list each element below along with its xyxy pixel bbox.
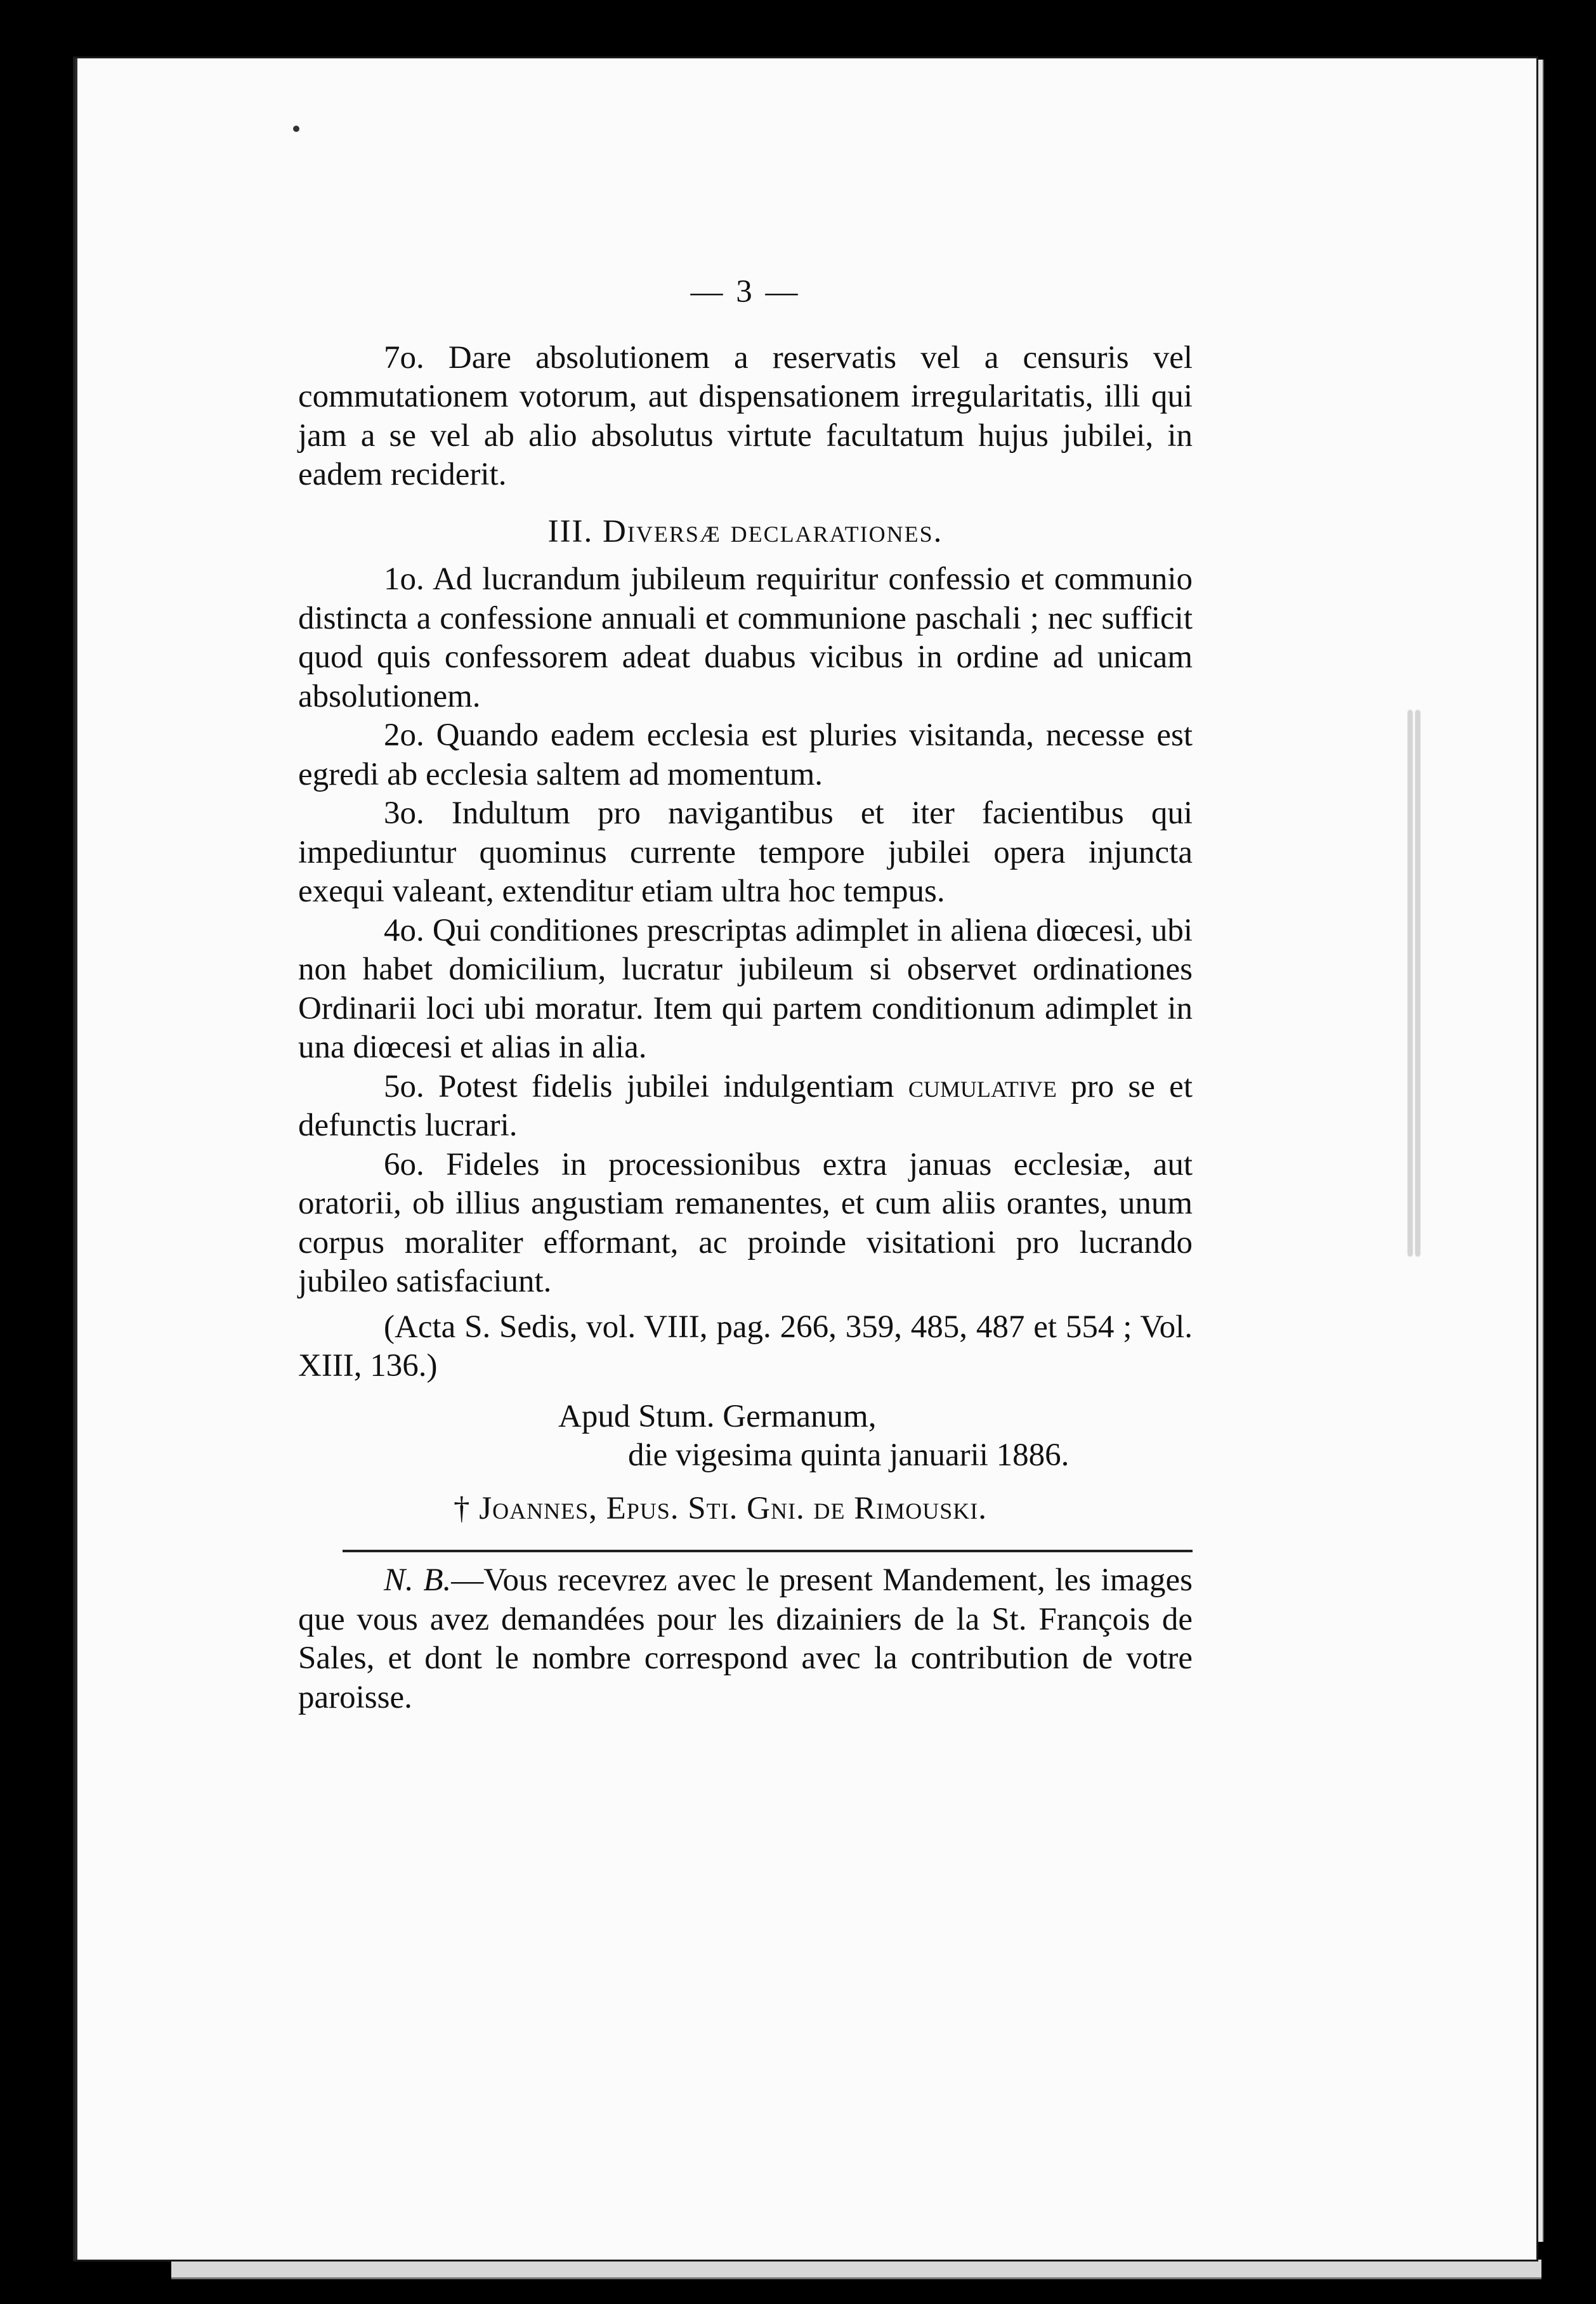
document-text	[298, 273, 1193, 1717]
declaration-1: 1o. Ad lucrandum jubileum requiritur confessio et communio distincta a confessione annuali et communione paschali ; nec sufficit quod quis confessorem adeat duabus vicibus in ordine ad unicam absolutionem.	[298, 561, 1193, 714]
place-line: Apud Stum. Germanum,	[558, 1398, 877, 1434]
binding-thread	[1407, 710, 1422, 1256]
declaration-5-head: 5o. Potest fidelis jubilei indulgentiam	[384, 1068, 894, 1104]
signature: † Joannes, Epus. Sti. Gni. de Rimouski.	[454, 1490, 987, 1526]
citation: (Acta S. Sedis, vol. VIII, pag. 266, 359, 485, 487 et 554 ; Vol. XIII, 136.)	[298, 1309, 1193, 1384]
declaration-4: 4o. Qui conditiones prescriptas adimplet in aliena diœcesi, ubi non habet domicilium, lucratur jubileum si observet ordinationes Ordinarii loci ubi moratur. Item qui partem conditionum adimplet in una diœcesi et alias in alia.	[298, 912, 1193, 1065]
declaration-5	[298, 1068, 1193, 1146]
declaration-3: 3o. Indultum pro navigantibus et iter facientibus qui impediuntur quominus currente tempore jubilei opera injuncta exequi valeant, extenditur etiam ultra hoc tempus.	[298, 795, 1193, 909]
paragraph-7o: 7o. Dare absolutionem a reservatis vel a censuris vel commutationem votorum, aut dispensationem irregularitatis, illi qui jam a se vel ab alio absolutus virtute facultatum hujus jubilei, in eadem reciderit.	[298, 339, 1193, 492]
page-number: — 3 —	[690, 274, 801, 310]
date-line: die vigesima quinta januarii 1886.	[628, 1437, 1069, 1473]
nota-bene-label: N. B.	[384, 1562, 452, 1598]
nota-bene-text: —Vous recevrez avec le present Mandement, les images que vous avez demandées pour les dizainiers de la St. François de Sales, et dont le nombre correspond avec la contribution de votre paroisse.	[298, 1562, 1193, 1715]
nota-bene	[298, 1561, 1193, 1717]
divider	[343, 1550, 1193, 1552]
declaration-6: 6o. Fideles in processionibus extra januas ecclesiæ, aut oratorii, ob illius angustiam remanentes, et cum aliis orantes, unum corpus moraliter efformant, ac proinde visitationi pro lucrando jubileo satisfaciunt.	[298, 1146, 1193, 1299]
section-title: Diversæ declarationes.	[603, 513, 943, 549]
section-numeral: III.	[547, 513, 594, 549]
declaration-5-smallcaps: cumulative	[908, 1068, 1057, 1104]
ink-speck	[293, 126, 299, 132]
declaration-2: 2o. Quando eadem ecclesia est pluries visitanda, necesse est egredi ab ecclesia saltem ad momentum.	[298, 717, 1193, 792]
section-heading	[298, 513, 1193, 552]
page-edge-bottom	[171, 2260, 1541, 2279]
declaration-5-tail: pro se et defunctis lucrari.	[298, 1068, 1193, 1143]
